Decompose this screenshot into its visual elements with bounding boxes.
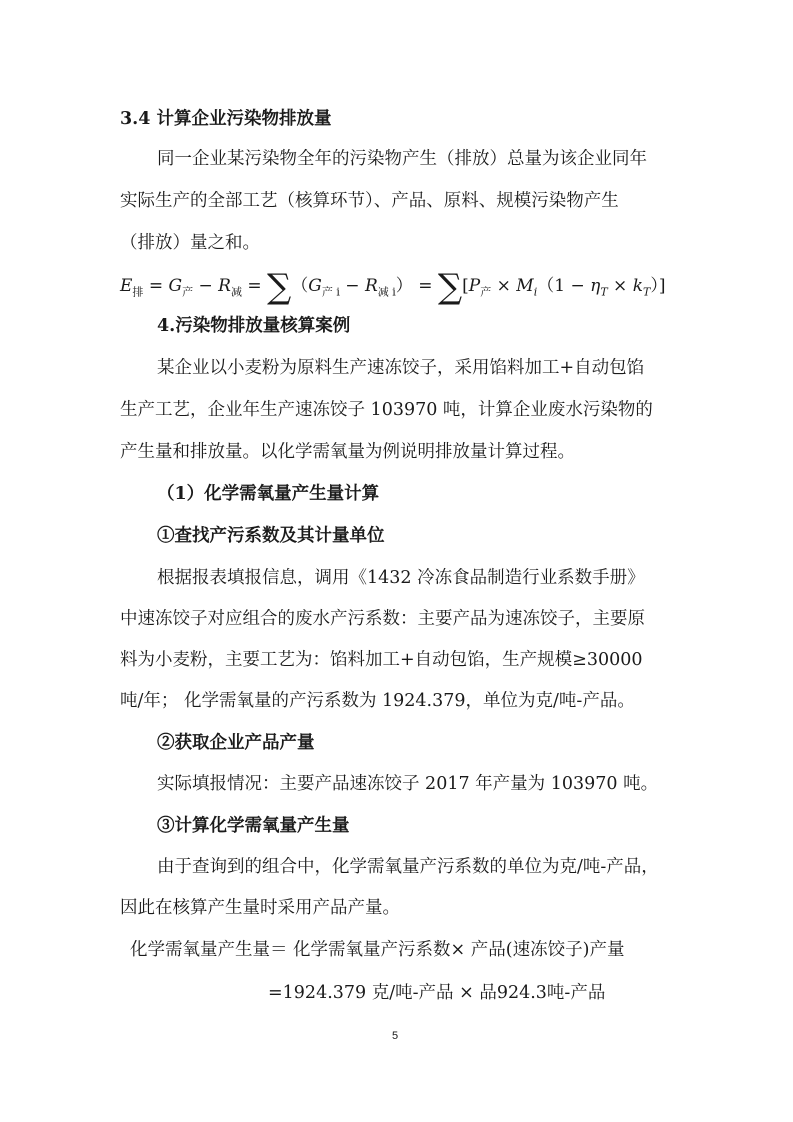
calc-line-1: 化学需氧量产生量＝ 化学需氧量产污系数× 产品(速冻饺子)产量 bbox=[130, 940, 625, 960]
para5-line1: 由于查询到的组合中，化学需氧量产污系数的单位为克/吨-产品， bbox=[157, 857, 659, 877]
sub1-title: （1）化学需氧量产生量计算 bbox=[157, 484, 380, 504]
para1-line2: 实际生产的全部工艺（核算环节）、产品、原料、规模污染物产生 bbox=[120, 191, 619, 211]
para3-line3: 料为小麦粉，主要工艺为：馅料加工+自动包馅，生产规模≥30000 bbox=[120, 650, 643, 670]
para1-line3: （排放）量之和。 bbox=[120, 233, 260, 253]
calc-line-2: =1924.379 克/吨-产品 × 品924.3吨-产品 bbox=[268, 983, 606, 1003]
para5-line2: 因此在核算产生量时采用产品产量。 bbox=[120, 898, 400, 918]
para3-line1: 根据报表填报信息，调用《1432 冷冻食品制造行业系数手册》 bbox=[157, 568, 645, 588]
page-number: 5 bbox=[392, 1030, 399, 1042]
para3-line2: 中速冻饺子对应组合的废水产污系数：主要产品为速冻饺子，主要原 bbox=[120, 609, 645, 629]
section-4-title: 4.污染物排放量核算案例 bbox=[157, 316, 351, 336]
section-3-4-title: 3.4 计算企业污染物排放量 bbox=[120, 109, 332, 129]
para2-line3: 产生量和排放量。以化学需氧量为例说明排放量计算过程。 bbox=[120, 442, 575, 462]
para4: 实际填报情况：主要产品速冻饺子 2017 年产量为 103970 吨。 bbox=[157, 774, 659, 794]
emission-formula: $E_排 = G_产 - R_减 = \sum(G_{产 i} - R_{减 i}) = \sum[P_产 \times M_i(1 - \eta_T \times k_T)]$ bbox=[120, 267, 666, 307]
para1-line1: 同一企业某污染物全年的污染物产生（排放）总量为该企业同年 bbox=[157, 149, 647, 169]
step2-title: ②获取企业产品产量 bbox=[157, 733, 315, 753]
para2-line1: 某企业以小麦粉为原料生产速冻饺子，采用馅料加工+自动包馅 bbox=[157, 358, 645, 378]
para2-line2: 生产工艺，企业年生产速冻饺子 103970 吨，计算企业废水污染物的 bbox=[120, 400, 653, 420]
para3-line4: 吨/年； 化学需氧量的产污系数为 1924.379，单位为克/吨-产品。 bbox=[120, 691, 635, 711]
step1-title: ①查找产污系数及其计量单位 bbox=[157, 526, 385, 546]
step3-title: ③计算化学需氧量产生量 bbox=[157, 816, 350, 836]
